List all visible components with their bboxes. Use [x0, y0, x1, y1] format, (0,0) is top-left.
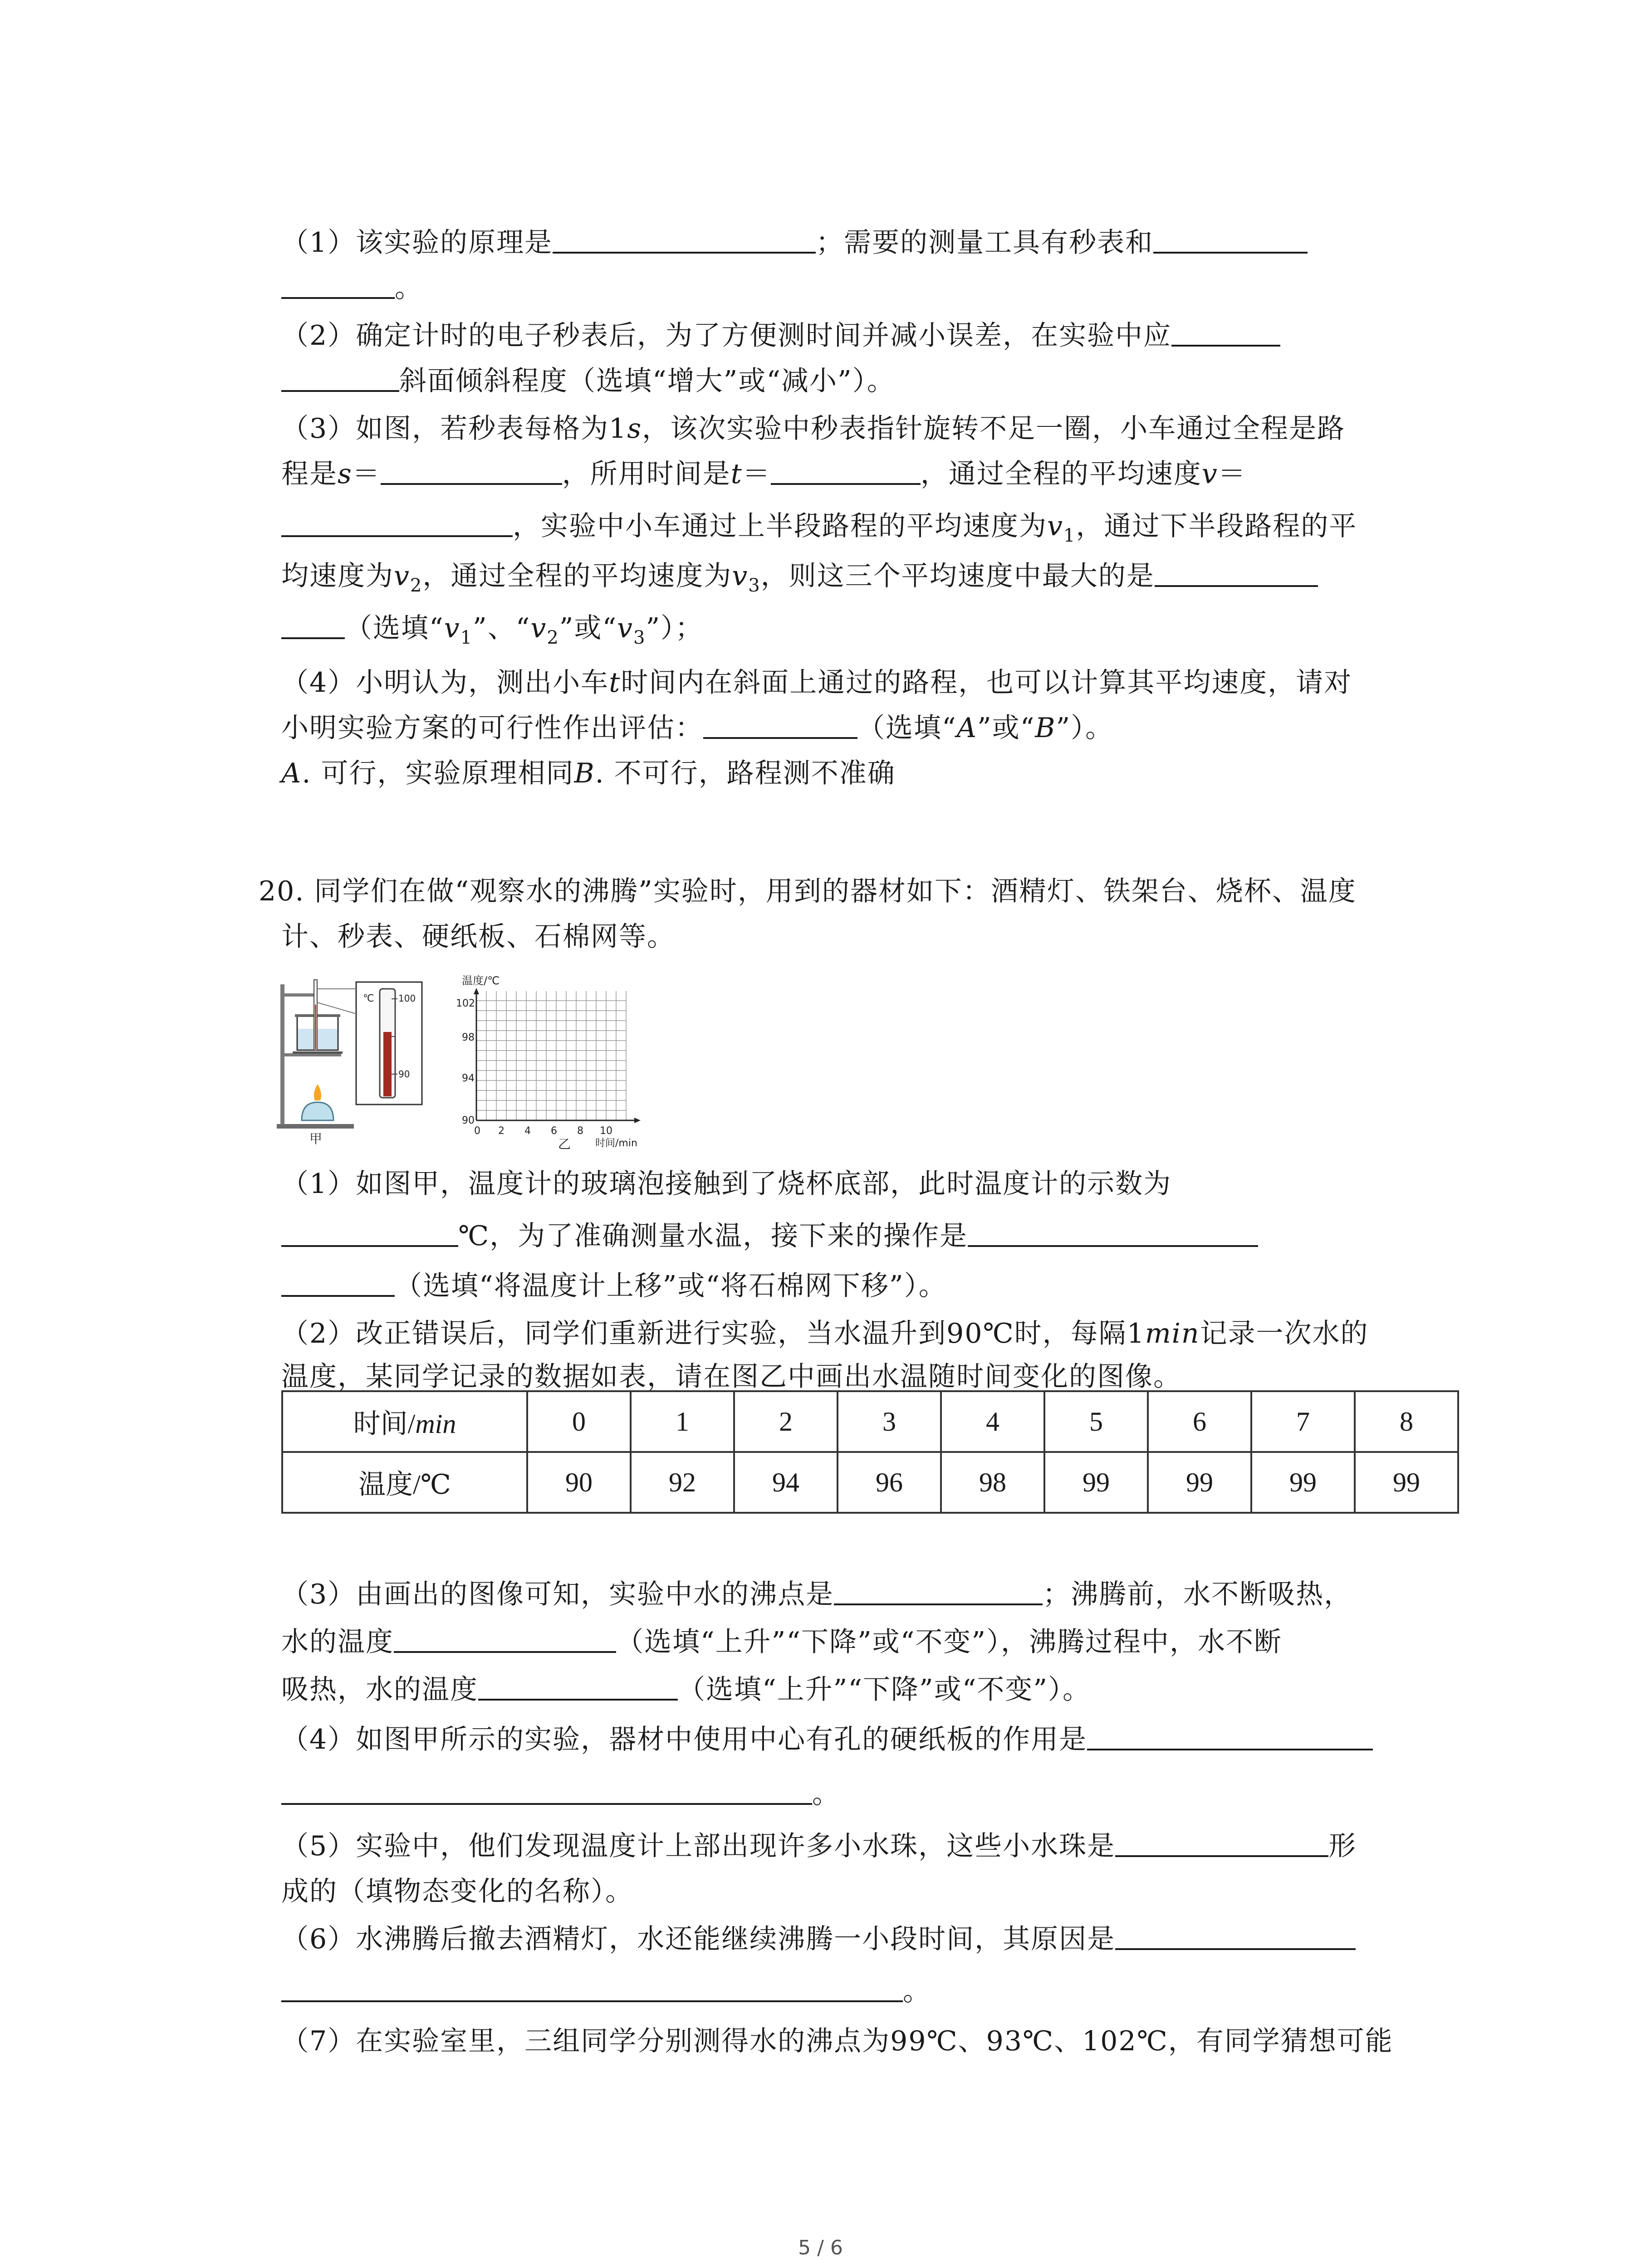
q20-part3-line1: （3）由画出的图像可知，实验中水的沸点是 ；沸腾前，水不断吸热， — [281, 1574, 1352, 1615]
table-cell: 99 — [1251, 1452, 1355, 1513]
page-number: 5 / 6 — [798, 2236, 843, 2259]
q20-part1-line2: ℃，为了准确测量水温，接下来的操作是 — [281, 1216, 1258, 1256]
table-header-time: 时间/min — [282, 1391, 527, 1452]
q19-part2-line1: （2）确定计时的电子秒表后，为了方便测时间并减小误差，在实验中应 — [281, 315, 1280, 356]
q20-part5-line1: （5）实验中，他们发现温度计上部出现许多小水珠，这些小水珠是 形 — [281, 1826, 1357, 1867]
answer-blank-boiling-point[interactable] — [834, 1575, 1043, 1605]
table-cell: 98 — [941, 1452, 1044, 1513]
answer-blank-cardboard-cont[interactable] — [281, 1775, 812, 1805]
answer-blank-tool-cont[interactable] — [281, 269, 395, 299]
x-tick-label: 8 — [577, 1125, 583, 1137]
q20-part1-line3: （选填“将温度计上移”或“将石棉网下移”）。 — [281, 1266, 947, 1306]
answer-blank-reason-cont[interactable] — [281, 1972, 903, 2002]
table-cell: 3 — [838, 1391, 941, 1452]
graph-ylabel: 温度/℃ — [462, 974, 500, 987]
graph-xlabel: 时间/min — [595, 1138, 637, 1149]
q20-intro-line2: 计、秒表、硬纸板、石棉网等。 — [281, 921, 675, 953]
clamp-arm — [282, 993, 314, 997]
answer-blank-slope[interactable] — [1171, 317, 1280, 347]
y-tick-label: 90 — [462, 1115, 475, 1126]
q20-part2-line2: 温度，某同学记录的数据如表，请在图乙中画出水温随时间变化的图像。 — [281, 1361, 1181, 1393]
table-cell: 90 — [527, 1452, 631, 1513]
answer-blank-temp-before[interactable] — [394, 1623, 616, 1653]
x-tick-label: 10 — [600, 1125, 612, 1137]
x-tick-label: 2 — [498, 1125, 505, 1137]
answer-blank-slope-cont[interactable] — [281, 362, 399, 392]
x-tick-label: 6 — [551, 1125, 557, 1137]
answer-blank-principle[interactable] — [553, 224, 816, 254]
q19-part1-line1: （1）该实验的原理是 ；需要的测量工具有秒表和 — [281, 222, 1308, 263]
label-yi: 乙 — [558, 1137, 571, 1152]
table-row-temperature — [282, 1452, 1458, 1513]
q19-part3-line1: （3）如图，若秒表每格为1s，该次实验中秒表指针旋转不足一圈，小车通过全程是路 — [281, 413, 1346, 445]
table-cell: 5 — [1044, 1391, 1148, 1452]
label-jia: 甲 — [309, 1131, 323, 1146]
answer-blank-droplets[interactable] — [1115, 1827, 1328, 1857]
q19-part1-line2: 。 — [281, 268, 423, 308]
answer-blank-cardboard[interactable] — [1087, 1721, 1373, 1750]
y-tick-label: 102 — [456, 998, 475, 1009]
ring-support — [282, 1053, 341, 1056]
answer-blank-reading[interactable] — [281, 1217, 458, 1247]
graph-grid — [476, 991, 626, 1120]
x-tick-label: 0 — [474, 1125, 480, 1137]
q19-part3-line3: ，实验中小车通过上半段路程的平均速度为$v_1$，通过下半段路程的平 — [281, 506, 1357, 556]
x-axis-arrow — [634, 1118, 641, 1123]
answer-blank-avg-speed[interactable] — [281, 507, 513, 537]
answer-blank-distance[interactable] — [381, 455, 562, 485]
q20-figure — [272, 971, 681, 1152]
answer-blank-max-speed[interactable] — [1155, 557, 1318, 587]
q19-part2-line2: 斜面倾斜程度（选填“增大”或“减小”）。 — [281, 361, 895, 401]
y-axis-arrow — [474, 988, 479, 994]
table-cell: 99 — [1044, 1452, 1148, 1513]
table-cell: 96 — [838, 1452, 941, 1513]
zoom-tick-100: 100 — [398, 993, 416, 1004]
answer-blank-max-speed-cont[interactable] — [281, 609, 345, 639]
table-cell: 8 — [1355, 1391, 1458, 1452]
q20-part7-line1: （7）在实验室里，三组同学分别测得水的沸点为99℃、93℃、102℃，有同学猜想可能 — [281, 2025, 1393, 2057]
asbestos-net — [293, 1051, 343, 1054]
table-cell: 92 — [631, 1452, 734, 1513]
table-header-temperature: 温度/℃ — [282, 1452, 527, 1513]
y-tick-label: 98 — [462, 1032, 475, 1043]
thermometer-liquid — [315, 1005, 316, 1049]
answer-blank-operation[interactable] — [968, 1217, 1258, 1247]
table-cell: 2 — [734, 1391, 838, 1452]
answer-blank-tool[interactable] — [1153, 224, 1308, 254]
table-cell: 94 — [734, 1452, 838, 1513]
q19-part3-line4: 均速度为$v_2$，通过全程的平均速度为$v_3$，则这三个平均速度中最大的是 — [281, 556, 1318, 606]
answer-blank-time[interactable] — [771, 455, 921, 485]
table-cell: 7 — [1251, 1391, 1355, 1452]
q20-part5-line2: 成的（填物态变化的名称）。 — [281, 1876, 633, 1907]
y-tick-label: 94 — [462, 1073, 475, 1084]
stand-base — [277, 1124, 354, 1129]
lamp-flame — [314, 1084, 321, 1100]
q20-part1-line1: （1）如图甲，温度计的玻璃泡接触到了烧杯底部，此时温度计的示数为 — [281, 1168, 1172, 1200]
q20-part6-line1: （6）水沸腾后撤去酒精灯，水还能继续沸腾一小段时间，其原因是 — [281, 1919, 1356, 1960]
answer-blank-reason[interactable] — [1115, 1920, 1356, 1950]
q20-part6-line2: 。 — [281, 1971, 931, 2012]
q19-options: A. 可行，实验原理相同B. 不可行，路程测不准确 — [281, 758, 896, 789]
q19-part3-line2: 程是s＝ ，所用时间是t＝ ，通过全程的平均速度v＝ — [281, 454, 1246, 494]
q19-part4-line1: （4）小明认为，测出小车t时间内在斜面上通过的路程，也可以计算其平均速度，请对 — [281, 667, 1352, 699]
answer-blank-temp-during[interactable] — [478, 1671, 678, 1701]
answer-blank-evaluation[interactable] — [703, 709, 857, 739]
zoom-unit: ℃ — [363, 993, 374, 1004]
alcohol-lamp — [302, 1102, 333, 1120]
zoom-guide-line — [317, 1002, 356, 1014]
table-cell: 0 — [527, 1391, 631, 1452]
zoom-thermometer-liquid — [383, 1032, 392, 1096]
q19-part4-line2: 小明实验方案的可行性作出评估： （选填“A”或“B”）。 — [281, 708, 1113, 748]
q20-part4-line2: 。 — [281, 1774, 840, 1814]
zoom-tick-90: 90 — [398, 1069, 410, 1080]
q20-part2-line1: （2）改正错误后，同学们重新进行实验，当水温升到90℃时，每隔1min记录一次水的 — [281, 1318, 1369, 1349]
answer-blank-operation-cont[interactable] — [281, 1267, 395, 1297]
q20-part3-line2: 水的温度 （选填“上升”“下降”或“不变”），沸腾过程中，水不断 — [281, 1622, 1282, 1662]
q20-intro-line1: 20. 同学们在做“观察水的沸腾”实验时，用到的器材如下：酒精灯、铁架台、烧杯、温度 — [259, 875, 1357, 907]
x-tick-label: 4 — [524, 1125, 531, 1137]
table-row-time — [282, 1391, 1458, 1452]
q20-part4-line1: （4）如图甲所示的实验，器材中使用中心有孔的硬纸板的作用是 — [281, 1719, 1373, 1760]
table-cell: 99 — [1148, 1452, 1251, 1513]
data-table — [281, 1390, 1459, 1514]
table-cell: 6 — [1148, 1391, 1251, 1452]
q20-part3-line3: 吸热，水的温度 （选填“上升”“下降”或“不变”）。 — [281, 1669, 1091, 1710]
q19-part3-line5: （选填“$v_1$”、“$v_2$”或“$v_3$”）； — [281, 608, 703, 658]
table-cell: 1 — [631, 1391, 734, 1452]
table-cell: 99 — [1355, 1452, 1458, 1513]
table-cell: 4 — [941, 1391, 1044, 1452]
